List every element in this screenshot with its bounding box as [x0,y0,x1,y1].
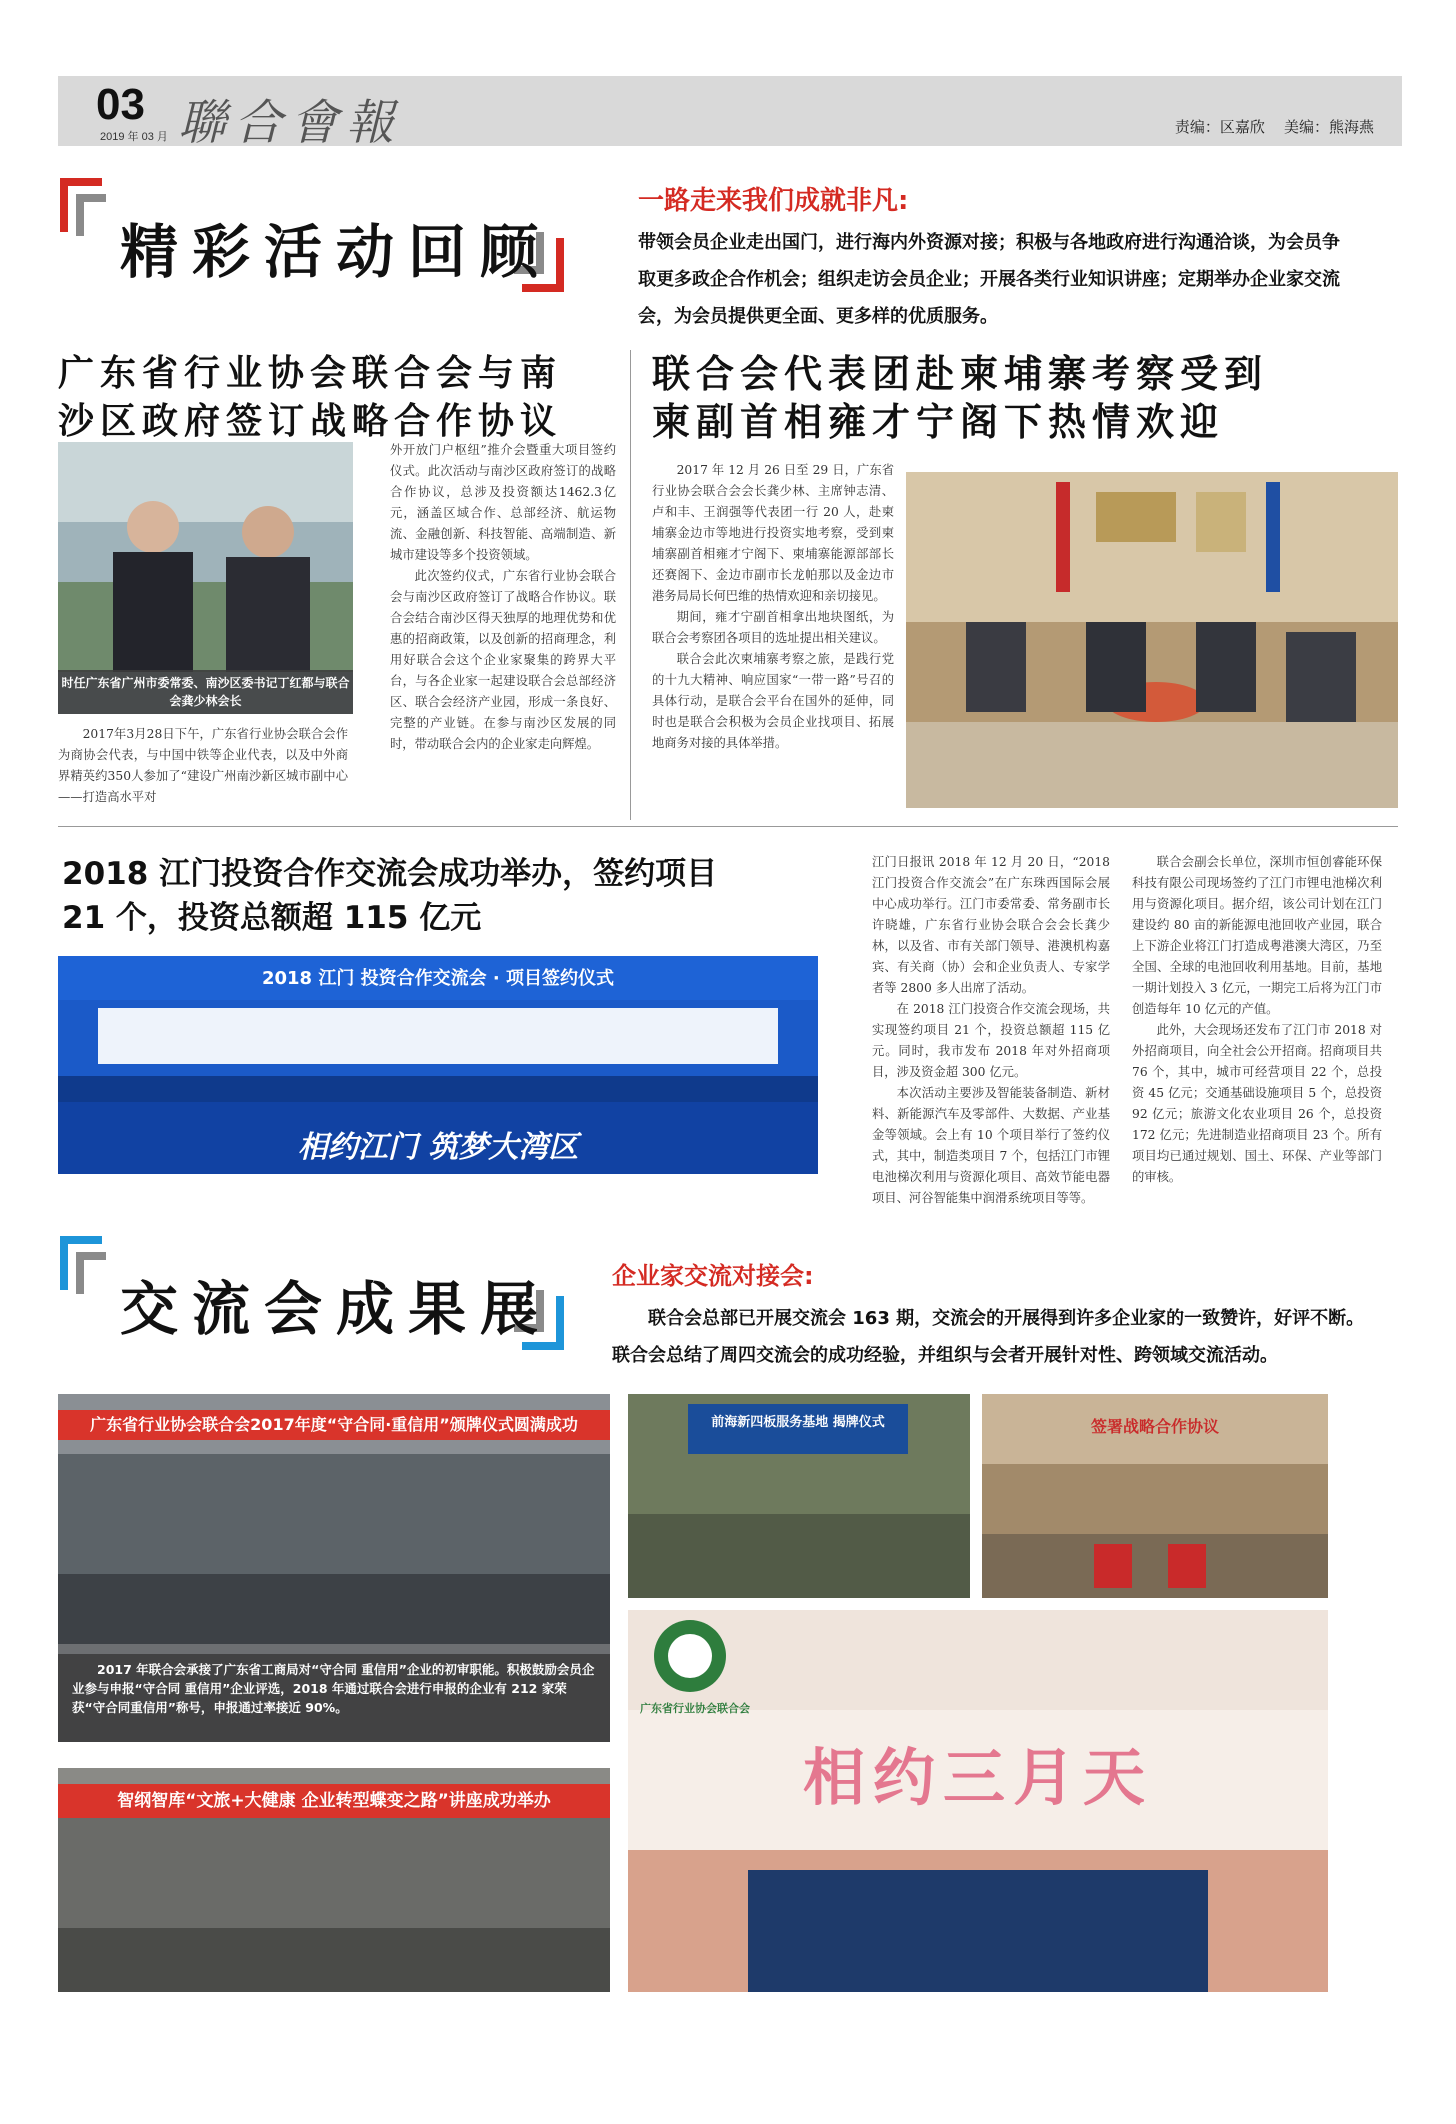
intro2-text [612,1300,1402,1374]
column-divider [630,350,631,820]
banner-slogan: 相约江门 筑梦大湾区 [297,1130,579,1165]
headline-line: 2018 江门投资合作交流会成功举办，签约项目 [62,856,718,892]
photo3-sign: 签署战略合作协议 [1090,1417,1219,1436]
headline-line: 柬副首相雍才宁阁下热情欢迎 [652,400,1225,444]
paragraph: 联合会此次柬埔寨考察之旅，是践行党的十九大精神、响应国家“一带一路”号召的具体行动，是联合会平台在国外的延伸，同时也是联合会积极为会员企业找项目、拓展地商务对接的具体举措。 [652,652,894,750]
intro2-line: 联合会总结了周四交流会的成功经验，并组织与会者开展针对性、跨领域交流活动。 [612,1345,1278,1366]
gallery-photo1-caption: 2017 年联合会承接了广东省工商局对“守合同 重信用”企业的初审职能。积极鼓励会员企业参与申报“守合同 重信用”企业评选，2018 年通过联合会进行申报的企业有 212 家荣获“守合同重信用”称号，申报通过率接近 90%。 [58,1654,610,1742]
page-number: 03 [96,80,145,129]
gallery-photo-march [628,1610,1328,1992]
intro-text [638,224,1398,335]
editors-line: 责编：区嘉欣 美编：熊海燕 [1174,119,1374,136]
row-divider [58,826,1398,827]
paragraph: 2017年3月28日下午，广东省行业协会联合会作为商协会代表，与中国中铁等企业代表，以及中外商界精英约350人参加了“建设广州南沙新区城市副中心——打造高水平对 [58,727,348,804]
paragraph: 本次活动主要涉及智能装备制造、新材料、新能源汽车及零部件、大数据、产业基金等领域。会上有 10 个项目举行了签约仪式，其中，制造类项目 7 个，包括江门市锂电池梯次利用与资源化项目、高效节能电器项目、河谷智能集中润滑系统项目等等。 [872,1086,1110,1205]
gallery-photo-award-ceremony [58,1394,610,1742]
article1-headline [58,350,628,446]
gallery-photo-qianhai [628,1394,970,1598]
paragraph: 期间，雍才宁副首相拿出地块图纸，为联合会考察团各项目的选址提出相关建议。 [652,610,894,645]
gallery-photo1-bar: 广东省行业协会联合会2017年度“守合同·重信用”颁牌仪式圆满成功 [58,1410,610,1440]
intro-line: 带领会员企业走出国门，进行海内外资源对接；积极与各地政府进行沟通洽谈，为会员争 [638,232,1340,253]
photo5-sign: 相约三月天 [802,1741,1153,1814]
section-title-results: 交流会成果展 [120,1275,553,1343]
paragraph: 联合会副会长单位，深圳市恒创睿能环保科技有限公司现场签约了江门市锂电池梯次利用与资源化项目。据介绍，该公司计划在江门建设约 80 亩的新能源电池回收产业园，联合上下游企业将江门打造成粤港澳大湾区，乃至全国、全球的电池回收利用基地。目前，基地一期计划投入 3 亿元，一期完工后将为江门市创造每年 10 亿元的产值。 [1132,855,1382,1016]
paragraph: 2017 年 12 月 26 日至 29 日，广东省行业协会联合会会长龚少林、主席钟志清、卢和丰、王润强等代表团一行 20 人，赴柬埔寨金边市等地进行投资实地考察，受到柬埔寨副首相雍才宁阁下、柬埔寨能源部部长还赛阁下、金边市副市长龙帕那以及金边市港务局局长何巴维的热情欢迎和亲切接见。 [652,463,894,603]
paragraph: 外开放门户枢纽”推介会暨重大项目签约仪式。此次活动与南沙区政府签订的战略合作协议，总涉及投资额达1462.3亿元，涵盖区域合作、总部经济、航运物流、金融创新、科技智能、高端制造、新城市建设等多个投资领域。 [390,443,616,562]
gallery-photo-lecture [58,1768,610,1992]
article1-photo [58,442,353,714]
article3-col2 [1132,852,1382,1188]
banner2-bracket-left-grey [76,1252,106,1294]
banner-title: 2018 江门 投资合作交流会 · 项目签约仪式 [261,968,614,989]
article2-body [652,460,894,754]
article3-col1 [872,852,1110,1209]
paragraph: 江门日报讯 2018 年 12 月 20 日，“2018 江门投资合作交流会”在广东珠西国际会展中心成功举行。江门市委常委、常务副市长许晓雄，广东省行业协会联合会会长龚少林，以及省、市有关部门领导、港澳机构嘉宾、有关商（协）会和企业负责人、专家学者等 2800 多人出席了活动。 [872,855,1110,995]
article2-headline [652,350,1412,446]
photo5-org: 广东省行业协会联合会 [640,1702,750,1715]
intro-line: 会，为会员提供更全面、更多样的优质服务。 [638,306,998,327]
headline-line: 沙区政府签订战略合作协议 [58,401,563,442]
paragraph: 在 2018 江门投资合作交流会现场，共实现签约项目 21 个，投资总额超 115 亿元。同时，我市发布 2018 年对外招商项目，涉及资金超 300 亿元。 [872,1002,1110,1079]
intro-line: 取更多政企合作机会；组织走访会员企业；开展各类行业知识讲座；定期举办企业家交流 [638,269,1340,290]
article3-headline [62,852,822,940]
headline-line: 联合会代表团赴柬埔寨考察受到 [652,352,1269,396]
paragraph: 此外，大会现场还发布了江门市 2018 对外招商项目，向全社会公开招商。招商项目共 76 个，其中，城市可经营项目 22 个，总投资 45 亿元；交通基础设施项目 5 个，总投资 92 亿元；旅游文化农业项目 26 个，总投资 172 亿元；先进制造业招商项目 23 个。所有项目均已通过规划、国土、环保、产业等部门的审核。 [1132,1023,1382,1184]
issue-date: 2019 年 03 月 [100,131,168,143]
photo2-sign: 前海新四板服务基地 揭牌仪式 [711,1415,885,1430]
gallery-photo4-bar: 智纲智库“文旅+大健康 企业转型蝶变之路”讲座成功举办 [58,1784,610,1818]
intro2-heading: 企业家交流对接会: [612,1262,814,1290]
intro-heading: 一路走来我们成就非凡: [638,186,909,216]
banner-bracket-left-grey [76,194,106,236]
section-title-activities: 精彩活动回顾 [120,218,553,286]
article1-col1 [58,724,348,808]
intro2-line: 联合会总部已开展交流会 163 期，交流会的开展得到许多企业家的一致赞许，好评不断。 [648,1308,1365,1329]
headline-line: 21 个，投资总额超 115 亿元 [62,900,482,936]
article3-banner-photo [58,956,818,1174]
headline-line: 广东省行业协会联合会与南 [58,353,563,394]
paragraph: 此次签约仪式，广东省行业协会联合会与南沙区政府签订了战略合作协议。联合会结合南沙区得天独厚的地理优势和优惠的招商政策，以及创新的招商理念，利用好联合会这个企业家聚集的跨界大平台，与各企业家一起建设联合会总部经济区、联合会经济产业园，形成一条良好、完整的产业链。在参与南沙区发展的同时，带动联合会内的企业家走向辉煌。 [390,569,616,751]
article1-photo-caption: 时任广东省广州市委常委、南沙区委书记丁红都与联合会龚少林会长 [58,670,353,714]
article1-col2 [390,440,616,755]
gallery-photo-agreement [982,1394,1328,1598]
photo-meeting-room [906,472,1398,808]
masthead-title: 聯合會報 [178,95,403,151]
article2-photo [906,472,1398,808]
